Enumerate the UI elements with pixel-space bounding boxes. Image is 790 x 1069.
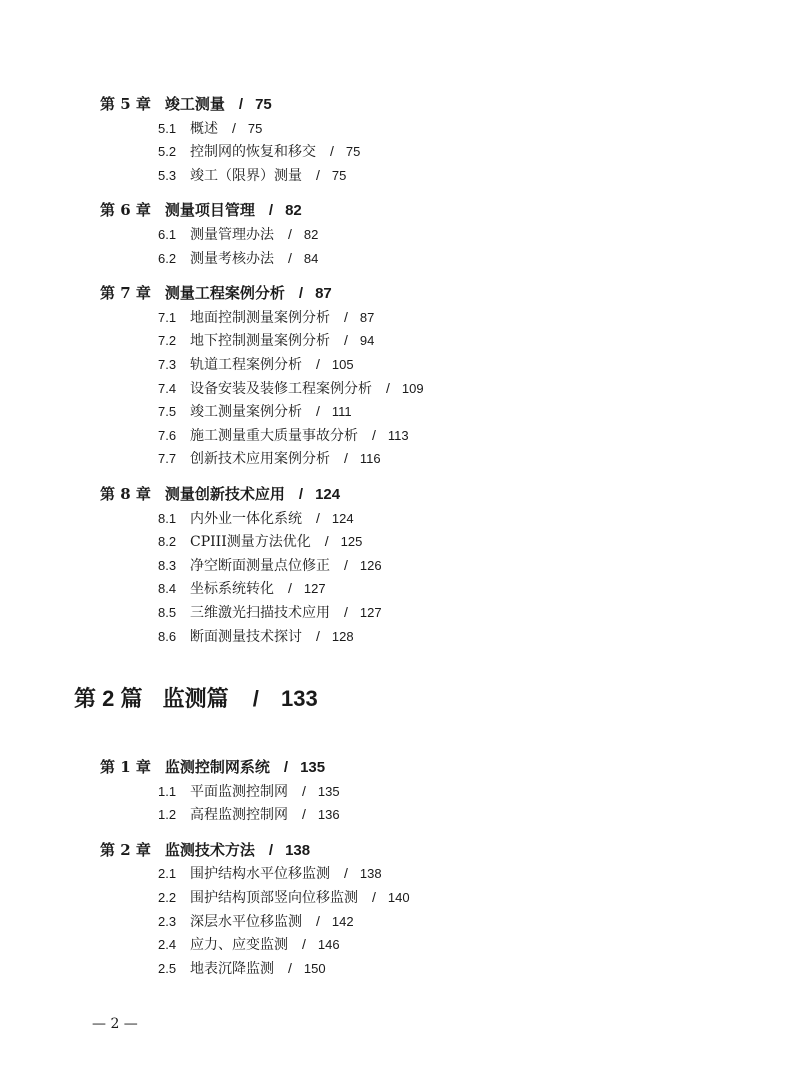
section-number: 8.1 bbox=[158, 510, 177, 526]
section-number: 7.1 bbox=[158, 309, 177, 325]
section-title: 地表沉降监测 bbox=[190, 960, 274, 977]
section-page: 135 bbox=[317, 783, 340, 799]
section-number: 2.4 bbox=[158, 937, 177, 953]
chapter-page: 87 bbox=[315, 285, 332, 303]
section-separator: / bbox=[324, 533, 329, 550]
section-separator: / bbox=[330, 143, 334, 160]
section-page: 116 bbox=[359, 451, 381, 467]
section-page: 111 bbox=[331, 404, 352, 420]
section-title: 坐标系统转化 bbox=[190, 581, 274, 598]
toc-section-entry[interactable] bbox=[158, 887, 410, 908]
section-page: 124 bbox=[331, 510, 354, 526]
toc-section-entry[interactable] bbox=[158, 425, 409, 446]
section-number: 6.2 bbox=[158, 250, 177, 266]
toc-chapter-entry[interactable] bbox=[100, 840, 310, 861]
section-separator: / bbox=[316, 509, 320, 526]
section-title: 轨道工程案例分析 bbox=[190, 357, 302, 373]
section-number: 2.5 bbox=[158, 960, 177, 976]
section-title: 围护结构顶部竖向位移监测 bbox=[190, 890, 358, 906]
section-separator: / bbox=[344, 308, 348, 325]
section-number: 1.1 bbox=[158, 783, 177, 799]
section-title: 围护结构水平位移监测 bbox=[190, 866, 330, 883]
section-number: 1.2 bbox=[158, 807, 177, 823]
section-number: 7.5 bbox=[158, 404, 177, 420]
toc-section-entry[interactable] bbox=[158, 401, 352, 422]
toc-section-entry[interactable] bbox=[158, 165, 346, 186]
toc-chapter-entry[interactable] bbox=[100, 484, 340, 505]
chapter-separator: / bbox=[283, 759, 289, 776]
section-page: 150 bbox=[303, 960, 326, 976]
section-page: 142 bbox=[331, 913, 354, 929]
toc-section-entry[interactable] bbox=[158, 330, 374, 351]
part-separator: / bbox=[252, 686, 259, 711]
section-separator: / bbox=[288, 959, 292, 976]
section-title: 三维激光扫描技术应用 bbox=[190, 605, 330, 621]
chapter-title: 测量项目管理 bbox=[164, 201, 255, 220]
section-separator: / bbox=[372, 426, 376, 443]
section-page: 75 bbox=[345, 144, 361, 160]
section-number: 7.6 bbox=[158, 427, 177, 443]
section-number: 7.3 bbox=[158, 357, 177, 372]
page-number-footer: — 2 — bbox=[92, 1016, 138, 1032]
chapter-number: 第 1 章 bbox=[100, 758, 151, 776]
section-number: 5.3 bbox=[158, 167, 177, 183]
toc-section-entry[interactable] bbox=[158, 448, 381, 469]
section-page: 146 bbox=[317, 937, 340, 953]
section-title: 地下控制测量案例分析 bbox=[190, 333, 330, 350]
section-separator: / bbox=[316, 166, 320, 183]
toc-section-entry[interactable] bbox=[158, 118, 262, 139]
section-page: 75 bbox=[331, 167, 347, 183]
section-number: 7.2 bbox=[158, 333, 177, 349]
section-title: CPIII测量方法优化 bbox=[190, 534, 311, 551]
part-title: 监测篇 bbox=[162, 686, 229, 711]
chapter-separator: / bbox=[268, 202, 274, 220]
section-separator: / bbox=[344, 556, 348, 573]
section-page: 94 bbox=[359, 333, 375, 349]
section-title: 测量管理办法 bbox=[190, 227, 274, 243]
chapter-page: 82 bbox=[285, 202, 302, 220]
toc-section-entry[interactable] bbox=[158, 958, 326, 979]
section-title: 竣工（限界）测量 bbox=[190, 167, 302, 184]
section-page: 84 bbox=[303, 250, 319, 266]
section-title: 控制网的恢复和移交 bbox=[190, 144, 316, 161]
section-title: 施工测量重大质量事故分析 bbox=[190, 427, 358, 444]
section-separator: / bbox=[344, 450, 348, 467]
chapter-separator: / bbox=[268, 841, 274, 859]
toc-section-entry[interactable] bbox=[158, 508, 354, 529]
section-number: 2.1 bbox=[158, 866, 177, 882]
toc-section-entry[interactable] bbox=[158, 626, 354, 647]
section-number: 8.4 bbox=[158, 581, 177, 597]
section-page: 105 bbox=[331, 357, 354, 372]
toc-section-entry[interactable] bbox=[158, 602, 382, 623]
chapter-page: 135 bbox=[300, 759, 326, 776]
section-title: 深层水平位移监测 bbox=[190, 913, 302, 930]
chapter-page: 138 bbox=[285, 841, 311, 859]
section-page: 113 bbox=[387, 427, 409, 443]
toc-section-entry[interactable] bbox=[158, 781, 340, 802]
chapter-title: 监测控制网系统 bbox=[164, 758, 270, 776]
toc-section-entry[interactable] bbox=[158, 354, 354, 375]
section-separator: / bbox=[288, 580, 292, 597]
section-page: 109 bbox=[401, 380, 424, 396]
part-page: 133 bbox=[280, 686, 318, 711]
toc-section-entry[interactable] bbox=[158, 224, 318, 245]
chapter-title: 测量工程案例分析 bbox=[164, 284, 285, 303]
chapter-title: 监测技术方法 bbox=[164, 840, 255, 859]
toc-chapter-entry[interactable] bbox=[100, 94, 272, 115]
section-separator: / bbox=[302, 936, 306, 953]
section-page: 136 bbox=[317, 807, 340, 823]
toc-section-entry[interactable] bbox=[158, 248, 318, 269]
chapter-separator: / bbox=[298, 285, 304, 303]
toc-section-entry[interactable] bbox=[158, 141, 360, 162]
chapter-page: 124 bbox=[315, 486, 341, 503]
chapter-number: 第 6 章 bbox=[100, 201, 151, 220]
section-number: 7.4 bbox=[158, 380, 177, 396]
section-number: 2.3 bbox=[158, 913, 177, 929]
section-title: 竣工测量案例分析 bbox=[190, 404, 302, 421]
section-separator: / bbox=[344, 865, 348, 882]
section-page: 138 bbox=[359, 866, 382, 882]
section-page: 140 bbox=[387, 890, 410, 905]
section-title: 概述 bbox=[190, 120, 218, 137]
toc-section-entry[interactable] bbox=[158, 555, 382, 576]
section-title: 平面监测控制网 bbox=[190, 783, 288, 800]
toc-section-entry[interactable] bbox=[158, 378, 424, 399]
chapter-number: 第 5 章 bbox=[100, 95, 151, 113]
toc-section-entry[interactable] bbox=[158, 578, 326, 599]
chapter-number: 第 8 章 bbox=[100, 485, 151, 503]
section-number: 8.5 bbox=[158, 605, 177, 620]
section-separator: / bbox=[316, 356, 320, 372]
section-title: 创新技术应用案例分析 bbox=[190, 451, 330, 468]
section-title: 净空断面测量点位修正 bbox=[190, 557, 330, 574]
section-title: 内外业一体化系统 bbox=[190, 510, 302, 527]
toc-section-entry[interactable] bbox=[158, 804, 340, 825]
toc-chapter-entry[interactable] bbox=[100, 200, 302, 221]
toc-section-entry[interactable] bbox=[158, 934, 340, 955]
section-separator: / bbox=[372, 889, 376, 905]
toc-chapter-entry[interactable] bbox=[100, 283, 332, 304]
section-separator: / bbox=[302, 806, 306, 823]
section-separator: / bbox=[288, 249, 292, 266]
toc-chapter-entry[interactable] bbox=[100, 757, 325, 778]
section-number: 7.7 bbox=[158, 451, 177, 467]
section-page: 127 bbox=[359, 605, 382, 620]
chapter-separator: / bbox=[238, 96, 244, 113]
chapter-page: 75 bbox=[255, 96, 272, 113]
section-separator: / bbox=[302, 782, 306, 799]
toc-section-entry[interactable] bbox=[158, 911, 354, 932]
chapter-title: 测量创新技术应用 bbox=[164, 485, 285, 503]
section-page: 126 bbox=[359, 557, 382, 573]
chapter-number: 第 2 章 bbox=[100, 840, 151, 859]
section-number: 5.2 bbox=[158, 144, 177, 160]
section-separator: / bbox=[288, 226, 292, 242]
section-page: 125 bbox=[340, 534, 363, 550]
section-page: 127 bbox=[303, 581, 326, 597]
section-title: 高程监测控制网 bbox=[190, 807, 288, 824]
section-separator: / bbox=[316, 912, 320, 929]
part-heading bbox=[74, 685, 318, 713]
part-number: 第 2 篇 bbox=[74, 686, 143, 711]
section-title: 应力、应变监测 bbox=[190, 937, 288, 954]
section-title: 地面控制测量案例分析 bbox=[190, 309, 330, 326]
section-separator: / bbox=[232, 119, 236, 136]
section-title: 设备安装及装修工程案例分析 bbox=[190, 380, 372, 397]
section-separator: / bbox=[386, 379, 390, 396]
chapter-separator: / bbox=[298, 486, 304, 503]
toc-section-entry[interactable] bbox=[158, 531, 362, 552]
section-number: 2.2 bbox=[158, 890, 177, 905]
section-separator: / bbox=[316, 627, 320, 644]
chapter-number: 第 7 章 bbox=[100, 284, 151, 303]
section-page: 82 bbox=[303, 227, 319, 242]
section-separator: / bbox=[316, 403, 320, 420]
chapter-title: 竣工测量 bbox=[164, 95, 225, 113]
toc-section-entry[interactable] bbox=[158, 863, 382, 884]
section-number: 8.2 bbox=[158, 534, 177, 550]
section-title: 断面测量技术探讨 bbox=[190, 628, 302, 645]
section-title: 测量考核办法 bbox=[190, 250, 274, 267]
section-number: 6.1 bbox=[158, 227, 177, 242]
section-number: 5.1 bbox=[158, 120, 177, 136]
section-page: 128 bbox=[331, 628, 354, 644]
section-page: 75 bbox=[247, 120, 263, 136]
section-number: 8.6 bbox=[158, 628, 177, 644]
section-number: 8.3 bbox=[158, 557, 177, 573]
section-page: 87 bbox=[359, 309, 375, 325]
section-separator: / bbox=[344, 332, 348, 349]
section-separator: / bbox=[344, 604, 348, 620]
toc-section-entry[interactable] bbox=[158, 307, 374, 328]
